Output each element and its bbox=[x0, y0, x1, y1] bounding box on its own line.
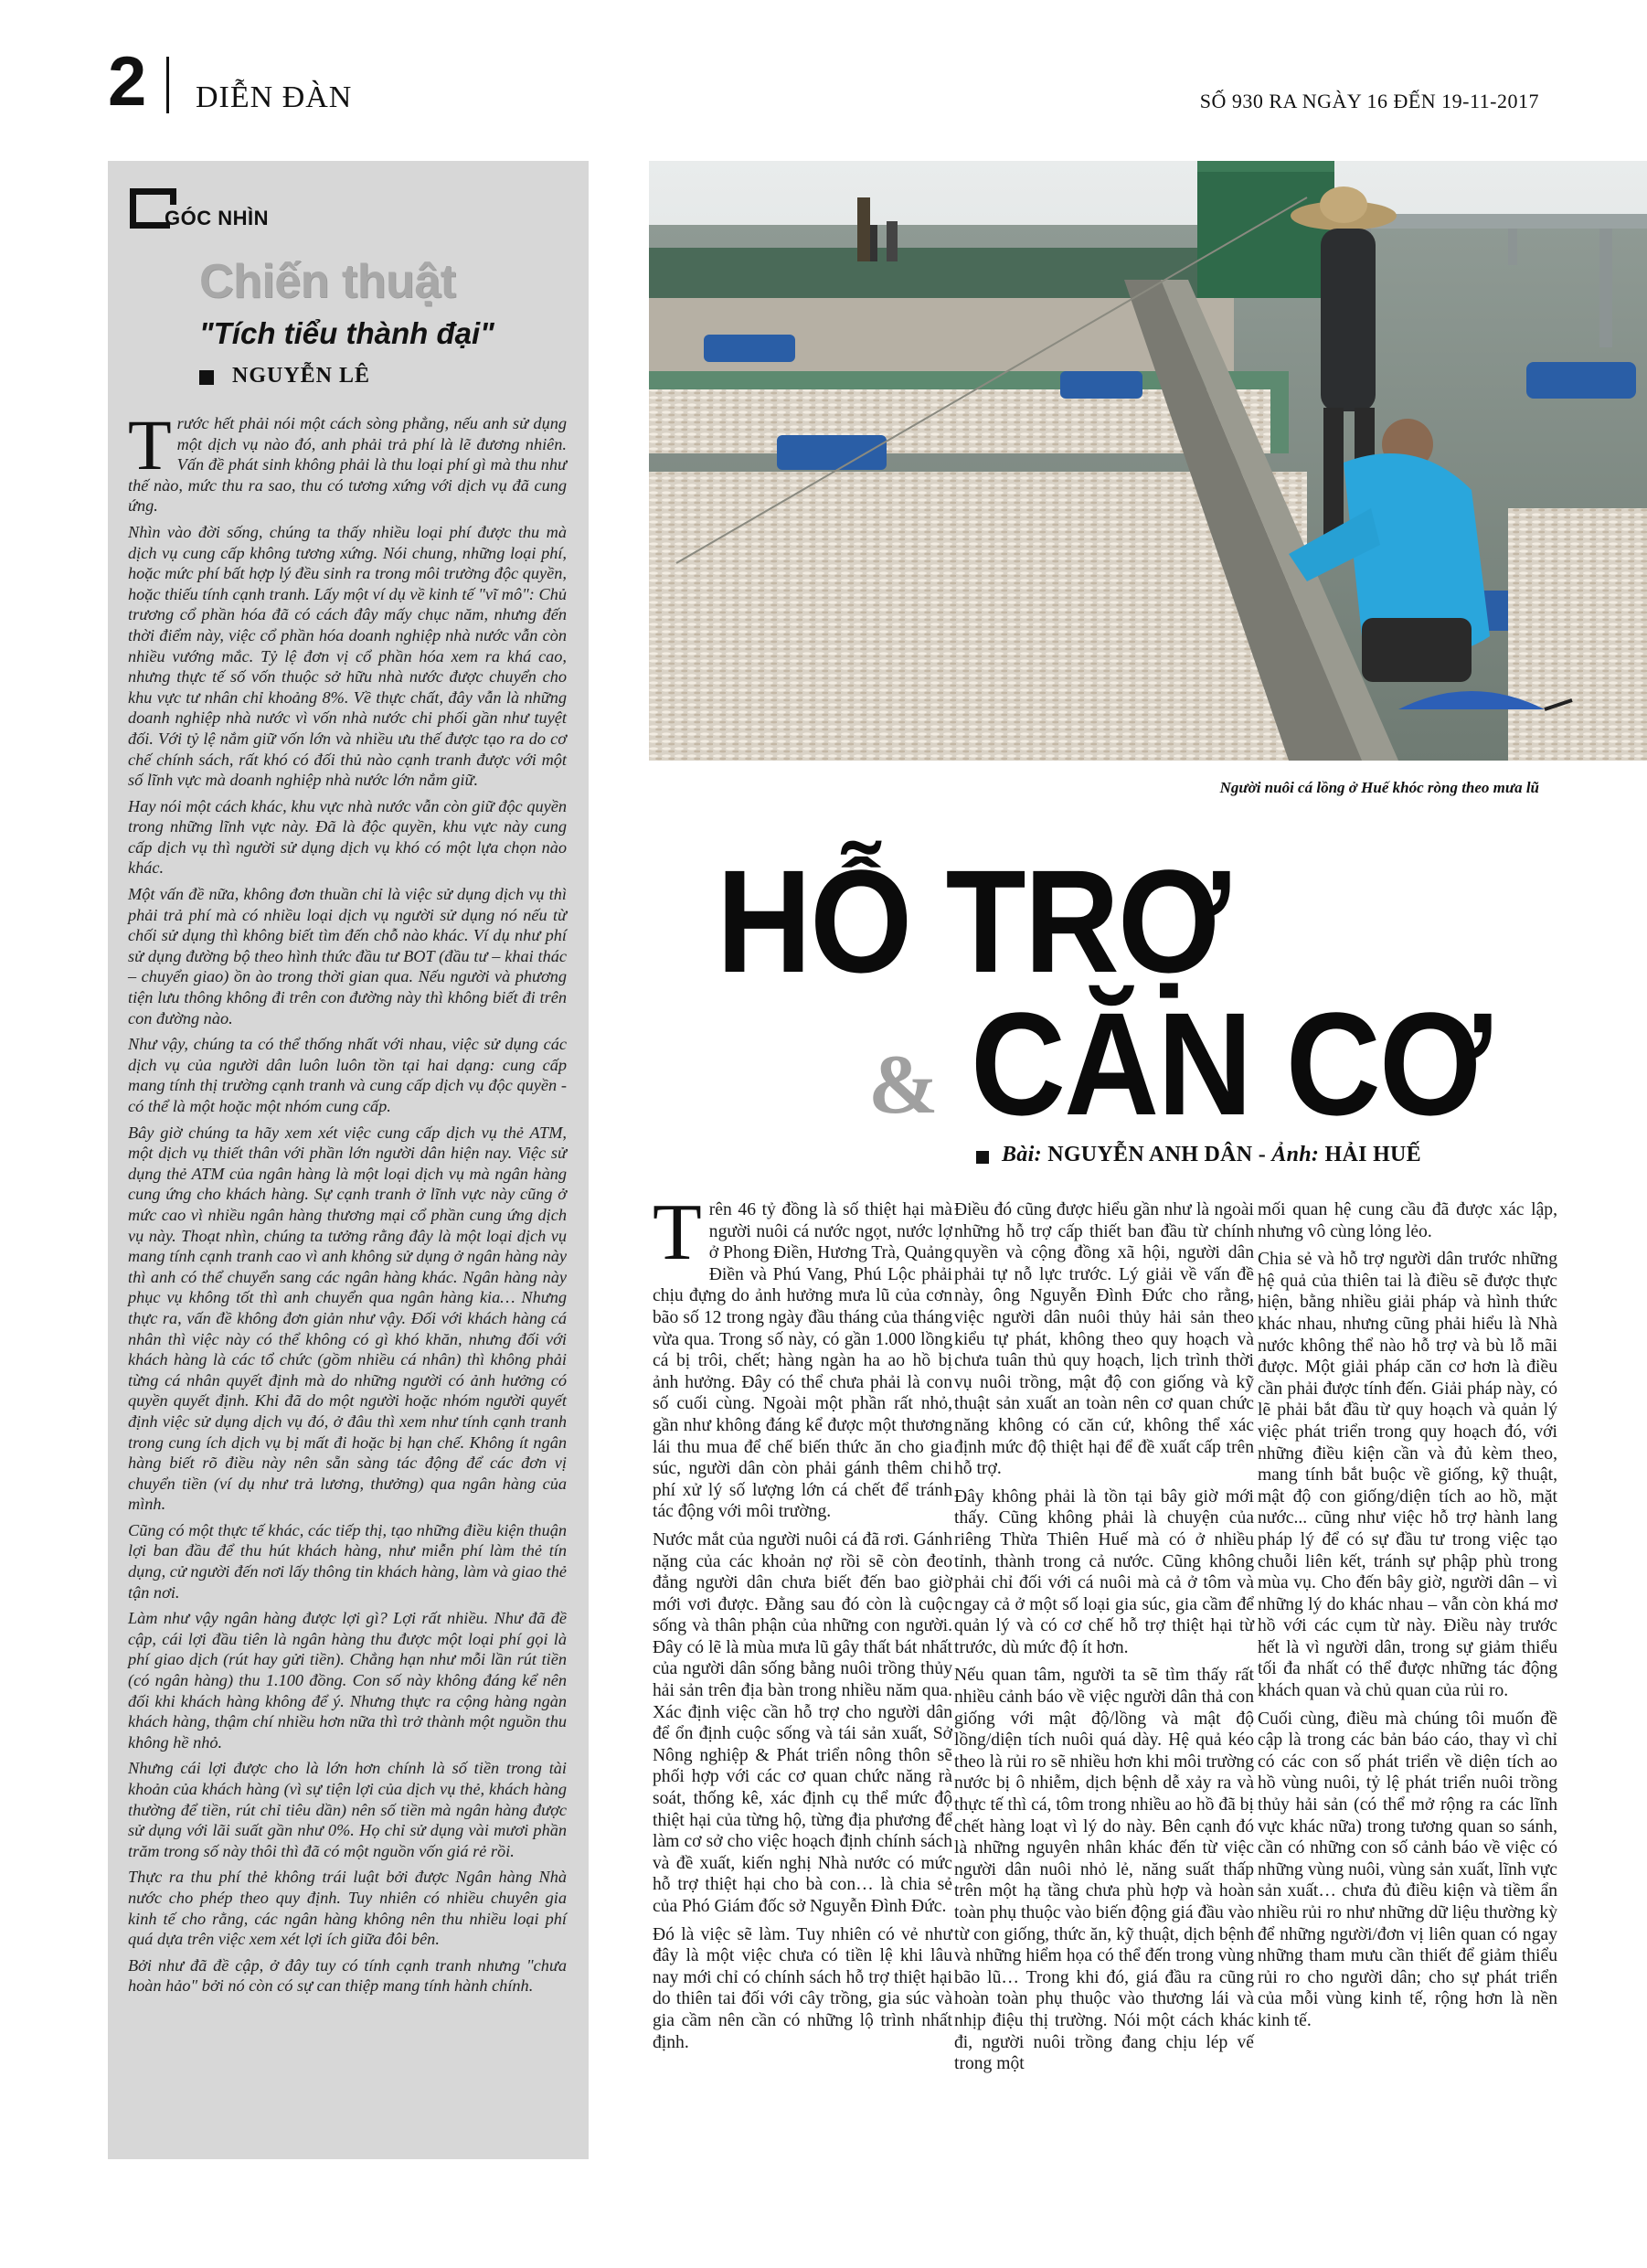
sidebar-label: GÓC NHÌN bbox=[165, 207, 269, 229]
byline: Bài: NGUYỄN ANH DÂN - Ảnh: HẢI HUẾ bbox=[1002, 1143, 1421, 1166]
sidebar-paragraph: Hay nói một cách khác, khu vực nhà nước vẫn còn giữ độc quyền trong những lĩnh vực này. Đã là độc quyền, khu vực này cung cấp dịch vụ thì người sử dụng dịch vụ khó có một lựa chọn nào khác. bbox=[128, 796, 567, 878]
header-divider bbox=[166, 57, 169, 113]
sidebar-dropcap: T bbox=[128, 405, 172, 484]
sidebar-paragraph: Bây giờ chúng ta hãy xem xét việc cung cấp dịch vụ thẻ ATM, một dịch vụ thiết thân với phần lớn người dân hiện nay. Việc sử dụng thẻ ATM của ngân hàng là một loại dịch vụ mà ngân hàng cung ứng cho khách hàng. Sự cạnh tranh ở lĩnh vực này cũng ở mức cao vì nhiều ngân hàng thương mại cổ phần cung ứng dịch vụ này. Thoạt nhìn, chúng ta tưởng rằng đây là một loại dịch vụ mang tính cạnh tranh cao vì anh không sử dụng ở ngân hàng này thì anh có thể chuyển sang các ngân hàng khác. Ngân hàng này phục vụ không tốt thì anh chuyển qua ngân hàng kia… Nhưng thực ra, vấn đề không đơn giản như vậy. Đối với khách hàng cá nhân thì việc này có thể không có gì khó khăn, nhưng đối với khách hàng là các tổ chức (gồm nhiều cá nhân) thì không phải từng cá nhân quyết định mà do những người có ảnh hưởng có quyền quyết định. Khi đã do một người hoặc nhóm người quyết định việc sử dụng dịch vụ đó, ở đâu thì xem như tính cạnh tranh trong cung ích dịch vụ bị mất đi hoặc bị hạn chế. Không ít ngân hàng biết rõ điều này nên sẵn sàng tác động để các đơn vị chuyển tiền (ví dụ như trả lương, thưởng) qua ngân hàng của mình. bbox=[128, 1123, 567, 1514]
article-paragraph: Đây không phải là tồn tại bây giờ mới thấy. Cũng không phải là chuyện của riêng Thừa Thiên Huế mà có ở nhiều tỉnh, thành trong cả nước. Cũng không phải chỉ đối với cá nuôi mà cả ở tôm và ngay cả ở một số loại gia súc, gia cầm để quản lý và có cơ chế hỗ trợ thiệt hại từ trước, dù mức độ ít hơn. bbox=[954, 1486, 1254, 1657]
article-paragraph: mối quan hệ cung cầu đã được xác lập, nhưng vô cùng lỏng lẻo. bbox=[1258, 1200, 1557, 1241]
sidebar-title: Chiến thuật bbox=[199, 255, 456, 308]
article-column-1 bbox=[653, 1188, 952, 2060]
square-bullet-icon bbox=[199, 370, 214, 385]
sidebar-paragraph: Như vậy, chúng ta có thể thống nhất với nhau, việc sử dụng các dịch vụ của người dân luôn luôn tồn tại hai dạng: cung cấp mang tính thị trường cạnh tranh và cung cấp dịch vụ độc quyền - có thể là một hoặc một nhóm cung cấp. bbox=[128, 1035, 567, 1115]
section-name: DIỄN ĐÀN bbox=[196, 80, 353, 114]
headline-line-1: HỖ TRỢ bbox=[717, 839, 1228, 1003]
sidebar-paragraph: Trước hết phải nói một cách sòng phẳng, nếu anh sử dụng một dịch vụ nào đó, anh phải trả phí là lẽ đương nhiên. Vấn đề phát sinh không phải là thu loại phí gì mà thu như thế nào, mức thu ra sao, thu có tương xứng với dịch vụ đã cung ứng. bbox=[128, 405, 567, 516]
article-paragraph: Điều đó cũng được hiểu gần như là ngoài những hỗ trợ cấp thiết ban đầu từ chính quyền và cộng đồng xã hội, người dân phải tự nỗ lực trước. Lý giải về vấn đề này, ông Nguyễn Đình Đức cho rằng, việc người dân nuôi thủy hải sản theo kiểu tự phát, không theo quy hoạch và chưa tuân thủ quy hoạch, lịch trình thời vụ nuôi trồng, mật độ con giống và kỹ thuật sản xuất an toàn nên cơ quan chức năng không có căn cứ, không thể xác định mức độ thiệt hại để đề xuất cấp trên hỗ trợ. bbox=[954, 1200, 1254, 1479]
article-column-2 bbox=[954, 1199, 1254, 2082]
article-paragraph: Cuối cùng, điều mà chúng tôi muốn đề cập là trong các bản báo cáo, thay vì chỉ có các con số phát triển về diện tích ao hồ vùng nuôi, tỷ lệ phát triển nuôi trồng thủy hải sản (có thể mở rộng ra các lĩnh vực khác nữa) trong tương quan so sánh, cần có những con số cảnh báo về việc có những vùng nuôi, vùng sản xuất, lĩnh vực sản xuất… chưa đủ điều kiện và tiềm ẩn nhiều rủi ro như những dữ liệu thường kỳ để những người/đơn vị liên quan có ngay những tham mưu cần thiết để giảm thiểu rủi ro cho người dân; cho sự phát triển của mỗi vùng kinh tế, rộng hơn là nền kinh tế. bbox=[1258, 1709, 1557, 2030]
article-paragraph: Nếu quan tâm, người ta sẽ tìm thấy rất nhiều cảnh báo về việc người dân thả con giống với mật độ/lồng và mật độ lồng/diện tích nuôi quá dày. Hệ quả kéo theo là rủi ro sẽ nhiều hơn khi môi trường nước bị ô nhiễm, dịch bệnh dễ xảy ra và thực tế thì cá, tôm trong nhiều ao hồ đã bị chết hàng loạt vì lý do này. Bên cạnh đó là những nguyên nhân khác đến từ việc người dân nuôi nhỏ lẻ, năng suất thấp trên một hạ tầng chưa phù hợp và hoàn toàn phụ thuộc vào biến động giá đầu vào từ con giống, thức ăn, kỹ thuật, dịch bệnh và những hiểm họa có thể đến trong vùng bão lũ… Trong khi đó, giá đầu ra cũng hoàn toàn phụ thuộc vào thương lái và nhịp điệu thị trường. Nói một cách khác đi, người nuôi trồng đang chịu lép vế trong một bbox=[954, 1666, 1254, 2074]
sidebar-paragraph: Nhìn vào đời sống, chúng ta thấy nhiều loại phí được thu mà dịch vụ cung cấp không tương xứng. Nói chung, những loại phí, hoặc mức phí bất hợp lý đều sinh ra trong môi trường độc quyền, hoặc thiếu tính cạnh tranh. Lấy một ví dụ về kinh tế "vĩ mô": Chủ trương cổ phần hóa đã có cách đây mấy chục năm, nhưng đến thời điểm này, việc cổ phần hóa doanh nghiệp nhà nước vẫn còn nhiều vướng mắc. Tỷ lệ đơn vị cổ phần hóa xem ra khá cao, nhưng thực tế số vốn thuộc sở hữu nhà nước được chuyển cho khu vực tư nhân chỉ khoảng 8%. Về thực chất, đây vẫn là những doanh nghiệp nhà nước vì vốn nhà nước chi phối gần như tuyệt đối. Với tỷ lệ nắm giữ vốn lớn và nhiều ưu thế được tạo ra do cơ chế chính sách, rất khó có đối thủ nào cạnh tranh được với một số lĩnh vực mà doanh nghiệp nhà nước lớn nắm giữ. bbox=[128, 522, 567, 790]
headline-line-2: CĂN CƠ bbox=[971, 982, 1491, 1145]
headline-ampersand: & bbox=[868, 1038, 939, 1131]
article-paragraph: Nước mắt của người nuôi cá đã rơi. Gánh nặng của các khoản nợ rồi sẽ còn đeo đẳng người dân chưa biết đến bao giờ mới vơi được. Đằng sau đó còn là cuộc sống và thân phận của những con người. Đây có lẽ là mùa mưa lũ gây thất bát nhất của người dân sống bằng nuôi trồng thủy hải sản trên địa bàn trong nhiều năm qua. Xác định việc cần hỗ trợ cho người dân để ổn định cuộc sống và tái sản xuất, Sở Nông nghiệp & Phát triển nông thôn sẽ phối hợp với các cơ quan chức năng rà soát, thống kê, xác định cụ thể mức độ thiệt hại của từng hộ, từng địa phương để làm cơ sở cho việc hoạch định chính sách và đề xuất, kiến nghị Nhà nước có mức hỗ trợ thiệt hại cho bà con… là chia sẻ của Phó Giám đốc sở Nguyễn Đình Đức. bbox=[653, 1529, 952, 1916]
sidebar-subtitle: "Tích tiểu thành đại" bbox=[199, 316, 494, 350]
fish-farm-photo bbox=[649, 161, 1647, 761]
sidebar-paragraph: Một vấn đề nữa, không đơn thuần chỉ là việc sử dụng dịch vụ thì phải trả phí mà có nhiều loại dịch vụ người sử dụng nó nếu từ chối sử dụng thì không biết tìm đến chỗ nào khác. Ví dụ như phí sử dụng đường bộ theo hình thức đầu tư BOT (đầu tư – khai thác – chuyển giao) ồn ào trong thời gian qua. Nếu người và phương tiện lưu thông không đi trên con đường này thì không biết đi trên con đường nào. bbox=[128, 885, 567, 1028]
sidebar-paragraph: Làm như vậy ngân hàng được lợi gì? Lợi rất nhiều. Như đã đề cập, cái lợi đầu tiên là ngân hàng thu được một loại phí gọi là phí giao dịch (rút hay gửi tiền). Chẳng hạn như mỗi lần rút tiền (có ngân hàng) thu 1.100 đồng. Con số này không đáng kể nên đối khi khách hàng không để ý. Nhưng thực ra cộng hàng ngàn khách hàng, thậm chí nhiều hơn nữa thì trở thành một nguồn thu không hề nhỏ. bbox=[128, 1609, 567, 1752]
sidebar-body bbox=[128, 405, 567, 2002]
page-number: 2 bbox=[108, 43, 147, 121]
sidebar-paragraph: Nhưng cái lợi được cho là lớn hơn chính là số tiền trong tài khoản của khách hàng (vì sự tiện lợi của dịch vụ thẻ, khách hàng thường để tiền, rút chỉ tiêu dần) nên số tiền mà ngân hàng được sử dụng với lãi suất gần như 0%. Họ chỉ sử dụng vài mươi phần trăm trong số này thôi thì đã có một nguồn vốn giá rẻ rồi. bbox=[128, 1759, 567, 1860]
article-dropcap: T bbox=[653, 1188, 702, 1277]
article-paragraph: Đó là việc sẽ làm. Tuy nhiên có vẻ như đây là một việc chưa có tiền lệ khi lâu nay mới chỉ có chính sách hỗ trợ thiệt hại do thiên tai đối với cây trồng, gia súc và gia cầm nên cần có những lộ trình nhất định. bbox=[653, 1924, 952, 2052]
photo-caption: Người nuôi cá lồng ở Huế khóc ròng theo mưa lũ bbox=[1219, 779, 1539, 796]
article-paragraph: Trên 46 tỷ đồng là số thiệt hại mà người nuôi cá nước ngọt, nước lợ ở Phong Điền, Hương Trà, Quảng Điền và Phú Vang, Phú Lộc phải chịu đựng do ảnh hưởng mưa lũ của cơn bão số 12 trong ngày đầu tháng của tháng vừa qua. Trong số này, có gần 1.000 lồng cá bị trôi, chết; hàng ngàn ha ao hồ bị ảnh hưởng. Đây có thể chưa phải là con số cuối cùng. Ngoài một phần rất nhỏ, gần như không đáng kể được một thương lái thu mua để chế biến thức ăn cho gia súc, người dân còn phải gánh thêm chi phí xử lý số lượng lớn cá chết để tránh tác động với môi trường. bbox=[653, 1188, 952, 1522]
sidebar-paragraph: Thực ra thu phí thẻ không trái luật bởi được Ngân hàng Nhà nước cho phép theo quy định. Tuy nhiên có nhiều chuyên gia kinh tế cho rằng, các ngân hàng không nên thu nhiều loại phí quá dựa trên việc xem xét lợi ích giữa đôi bên. bbox=[128, 1868, 567, 1949]
article-paragraph: Chia sẻ và hỗ trợ người dân trước những hệ quả của thiên tai là điều sẽ được thực hiện, bằng nhiều giải pháp và hình thức khác nhau, nhưng cũng phải hiểu là Nhà nước không thể nào hỗ trợ và bù lỗ mãi được. Một giải pháp căn cơ hơn là điều cần phải được tính đến. Giải pháp này, có lẽ phải bắt đầu từ quy hoạch và quản lý việc phát triển trong quy hoạch đó, với những điều kiện cần và đủ kèm theo, mang tính bắt buộc về giống, kỹ thuật, mật độ con giống/diện tích ao hồ, mặt nước... cũng như việc hỗ trợ hành lang pháp lý để có sự đầu tư trong việc tạo chuỗi liên kết, tránh sự phập phù trong mùa vụ. Cho đến bây giờ, người dân – vì những lý do khác nhau – vẫn còn khá mơ hồ với các cụm từ này. Điều này trước hết là vì người dân, trong sự giảm thiểu tối đa nhất có thể được những tác động khách quan và chủ quan của rủi ro. bbox=[1258, 1250, 1557, 1701]
sidebar-paragraph: Bởi như đã đề cập, ở đây tuy có tính cạnh tranh nhưng "chưa hoàn hảo" bởi nó còn có sự can thiệp mang tính hành chính. bbox=[128, 1955, 567, 1996]
square-bullet-icon bbox=[976, 1151, 989, 1164]
sidebar-paragraph: Cũng có một thực tế khác, các tiếp thị, tạo những điều kiện thuận lợi ban đầu để thu hút khách hàng, như miễn phí làm thẻ tín dụng, cử người đến nơi lấy thông tin khách hàng, làm và giao thẻ tận nơi. bbox=[128, 1520, 567, 1602]
sidebar-goc-nhin bbox=[108, 161, 589, 2159]
issue-info: SỐ 930 RA NGÀY 16 ĐẾN 19-11-2017 bbox=[1199, 90, 1539, 112]
sidebar-author: NGUYỄN LÊ bbox=[232, 364, 371, 388]
article-column-3 bbox=[1258, 1199, 1557, 2039]
